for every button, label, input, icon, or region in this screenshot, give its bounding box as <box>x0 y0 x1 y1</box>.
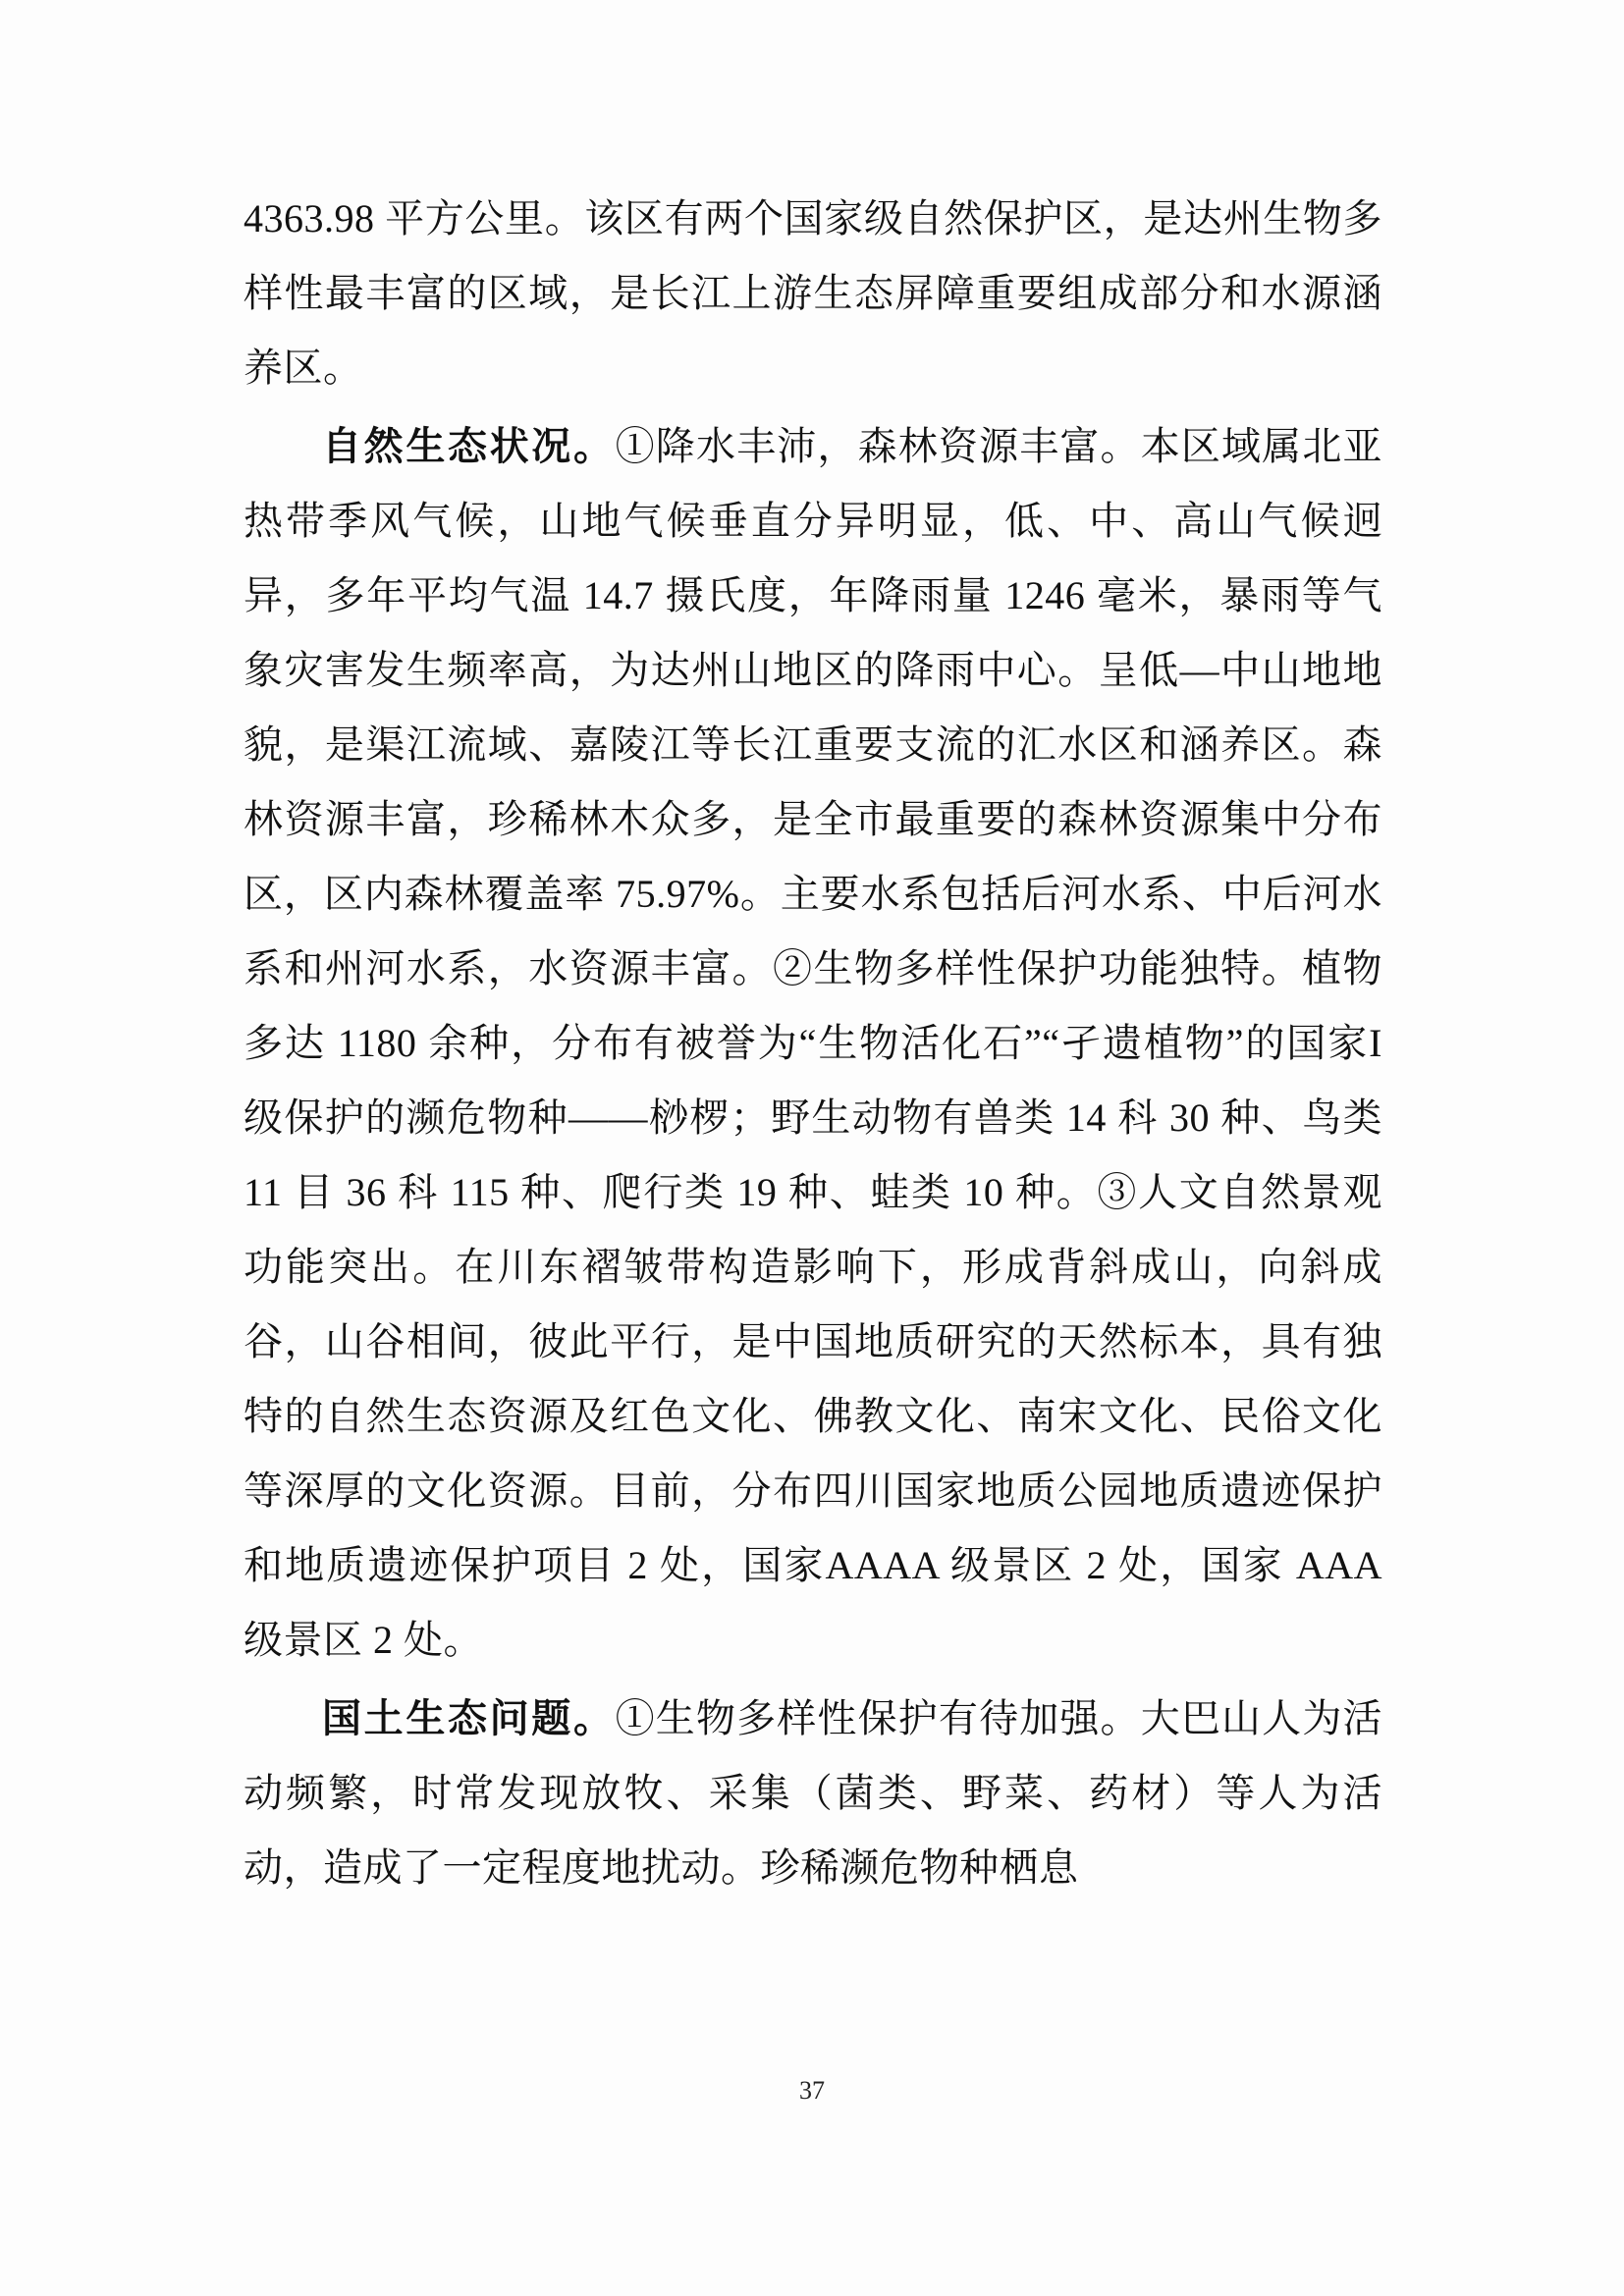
paragraph-1: 4363.98 平方公里。该区有两个国家级自然保护区，是达州生物多样性最丰富的区域，是长江上游生态屏障重要组成部分和水源涵养区。 <box>244 196 1382 390</box>
paragraph-2 <box>244 409 1382 1678</box>
page-number: 37 <box>799 2076 825 2105</box>
paragraph-3 <box>244 1682 1382 1905</box>
paragraph-2-heading: 自然生态状况。 <box>322 424 616 468</box>
page-content <box>244 182 1382 1909</box>
paragraph-3-body: ①生物多样性保护有待加强。大巴山人为活动频繁，时常发现放牧、采集（菌类、野菜、药材）等人为活动，造成了一定程度地扰动。珍稀濒危物种栖息 <box>244 1696 1383 1890</box>
paragraph-2-body: ①降水丰沛，森林资源丰富。本区域属北亚热带季风气候，山地气候垂直分异明显，低、中、高山气候迥异，多年平均气温 14.7 摄氏度，年降雨量 1246 毫米，暴雨等气象灾害发生频率高，为达州山地区的降雨中心。呈低—中山地地貌，是渠江流域、嘉陵江等长江重要支流的汇水区和涵养区。森林资源丰富，珍稀林木众多，是全市最重要的森林资源集中分布区，区内森林覆盖率 75.97%。主要水系包括后河水系、中后河水系和州河水系，水资源丰富。②生物多样性保护功能独特。植物多达 1180 余种，分布有被誉为“生物活化石”“孑遗植物”的国家I级保护的濒危物种——桫椤；野生动物有兽类 14 科 30 种、鸟类 11 目 36 科 115 种、爬行类 19 种、蛙类 10 种。③人文自然景观功能突出。在川东褶皱带构造影响下，形成背斜成山，向斜成谷，山谷相间，彼此平行，是中国地质研究的天然标本，具有独特的自然生态资源及红色文化、佛教文化、南宋文化、民俗文化等深厚的文化资源。目前，分布四川国家地质公园地质遗迹保护和地质遗迹保护项目 2 处，国家AAAA 级景区 2 处，国家 AAA 级景区 2 处。 <box>244 424 1383 1662</box>
paragraph-3-heading: 国土生态问题。 <box>322 1696 616 1740</box>
